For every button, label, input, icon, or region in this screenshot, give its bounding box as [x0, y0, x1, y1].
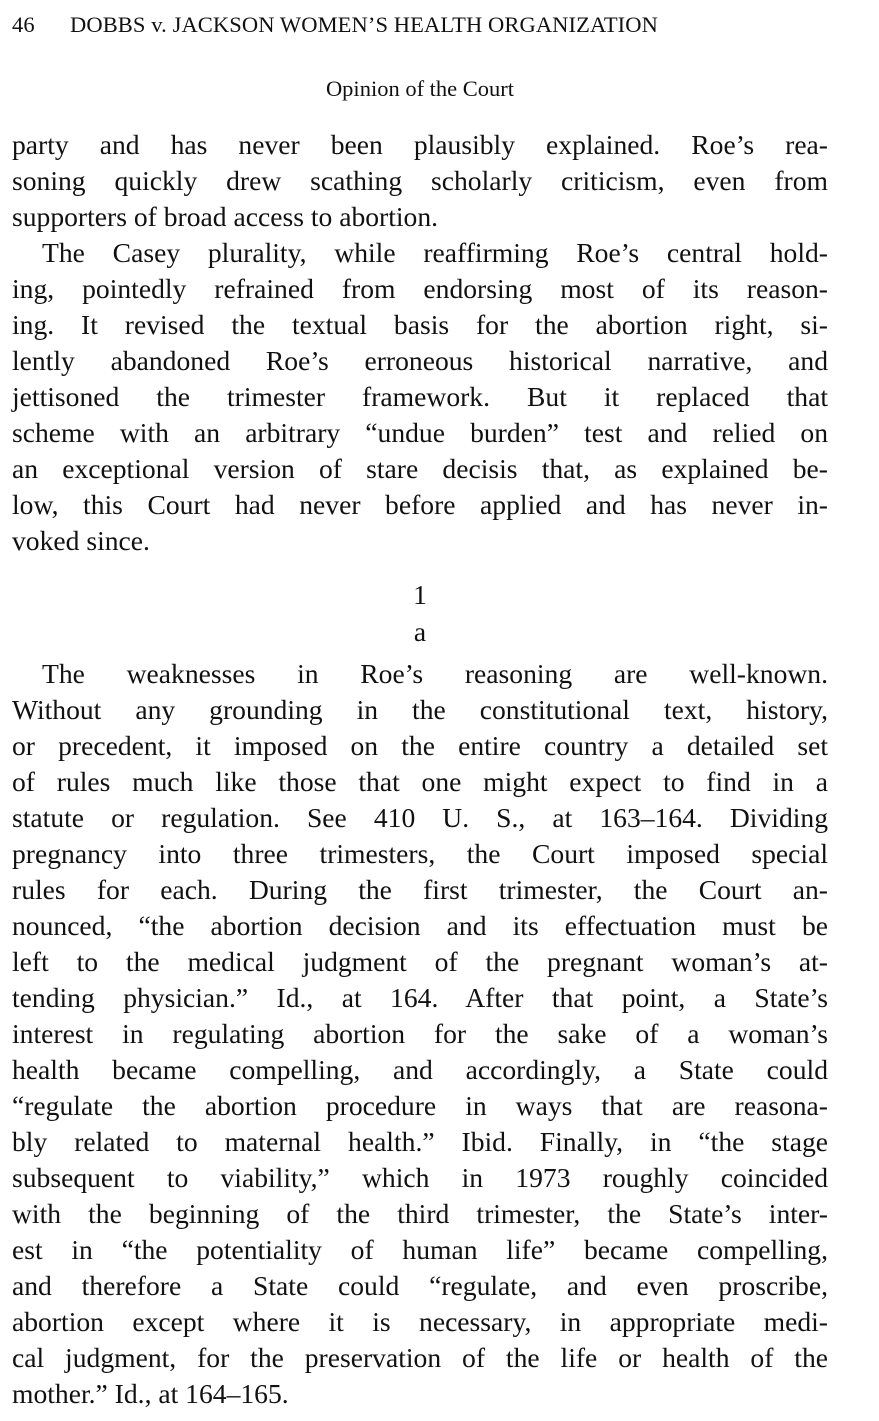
paragraph-line: soning quickly drew scathing scholarly criticism, even from: [12, 165, 828, 196]
page-number: 46: [12, 12, 35, 37]
paragraph-line: ing, pointedly refrained from endorsing most of its reason-: [12, 273, 828, 304]
paragraph-line: “regulate the abortion procedure in ways that are reasona-: [12, 1090, 828, 1121]
paragraph-line: The Casey plurality, while reaffirming Roe’s central hold-: [42, 237, 828, 268]
paragraph-casey: [12, 235, 828, 559]
running-header: [12, 12, 828, 38]
section-label: Opinion of the Court: [325, 76, 515, 101]
paragraph-line: ing. It revised the textual basis for the abortion right, si-: [12, 309, 828, 340]
subsection-letter-heading: a: [413, 616, 427, 647]
paragraph-line: bly related to maternal health.” Ibid. Finally, in “the stage: [12, 1126, 828, 1157]
paragraph-line: interest in regulating abortion for the sake of a woman’s: [12, 1018, 828, 1049]
paragraph-line: cal judgment, for the preservation of the life or health of the: [12, 1342, 828, 1373]
paragraph-line: health became compelling, and accordingly, a State could: [12, 1054, 828, 1085]
paragraph-line: party and has never been plausibly explained. Roe’s rea-: [12, 129, 828, 160]
paragraph-line: pregnancy into three trimesters, the Court imposed special: [12, 838, 828, 869]
paragraph-weaknesses: [12, 656, 828, 1412]
paragraph-line: lently abandoned Roe’s erroneous historical narrative, and: [12, 345, 828, 376]
paragraph-line: of rules much like those that one might expect to find in a: [12, 766, 828, 797]
paragraph-line: rules for each. During the first trimester, the Court an-: [12, 874, 828, 905]
paragraph-line: low, this Court had never before applied and has never in-: [12, 489, 828, 520]
paragraph-line: tending physician.” Id., at 164. After that point, a State’s: [12, 982, 828, 1013]
paragraph-line: Without any grounding in the constitutional text, history,: [12, 694, 828, 725]
paragraph-line: The weaknesses in Roe’s reasoning are well-known.: [42, 658, 828, 689]
paragraph-line: scheme with an arbitrary “undue burden” test and relied on: [12, 417, 828, 448]
paragraph-line: and therefore a State could “regulate, and even proscribe,: [12, 1270, 828, 1301]
paragraph-line: abortion except where it is necessary, in appropriate medi-: [12, 1306, 828, 1337]
paragraph-line: est in “the potentiality of human life” became compelling,: [12, 1234, 828, 1265]
section-number-heading: 1: [413, 579, 427, 610]
paragraph-line: statute or regulation. See 410 U. S., at 163–164. Dividing: [12, 802, 828, 833]
case-title: DOBBS v. JACKSON WOMEN’S HEALTH ORGANIZATION: [70, 12, 658, 37]
paragraph-line: or precedent, it imposed on the entire country a detailed set: [12, 730, 828, 761]
paragraph-line: voked since.: [12, 525, 150, 556]
paragraph-line: supporters of broad access to abortion.: [12, 201, 439, 232]
paragraph-continuation: [12, 127, 828, 235]
paragraph-line: subsequent to viability,” which in 1973 roughly coincided: [12, 1162, 828, 1193]
paragraph-line: mother.” Id., at 164–165.: [12, 1378, 289, 1409]
paragraph-line: jettisoned the trimester framework. But it replaced that: [12, 381, 828, 412]
paragraph-line: with the beginning of the third trimester, the State’s inter-: [12, 1198, 828, 1229]
paragraph-line: an exceptional version of stare decisis that, as explained be-: [12, 453, 828, 484]
paragraph-line: left to the medical judgment of the pregnant woman’s at-: [12, 946, 828, 977]
paragraph-line: nounced, “the abortion decision and its effectuation must be: [12, 910, 828, 941]
